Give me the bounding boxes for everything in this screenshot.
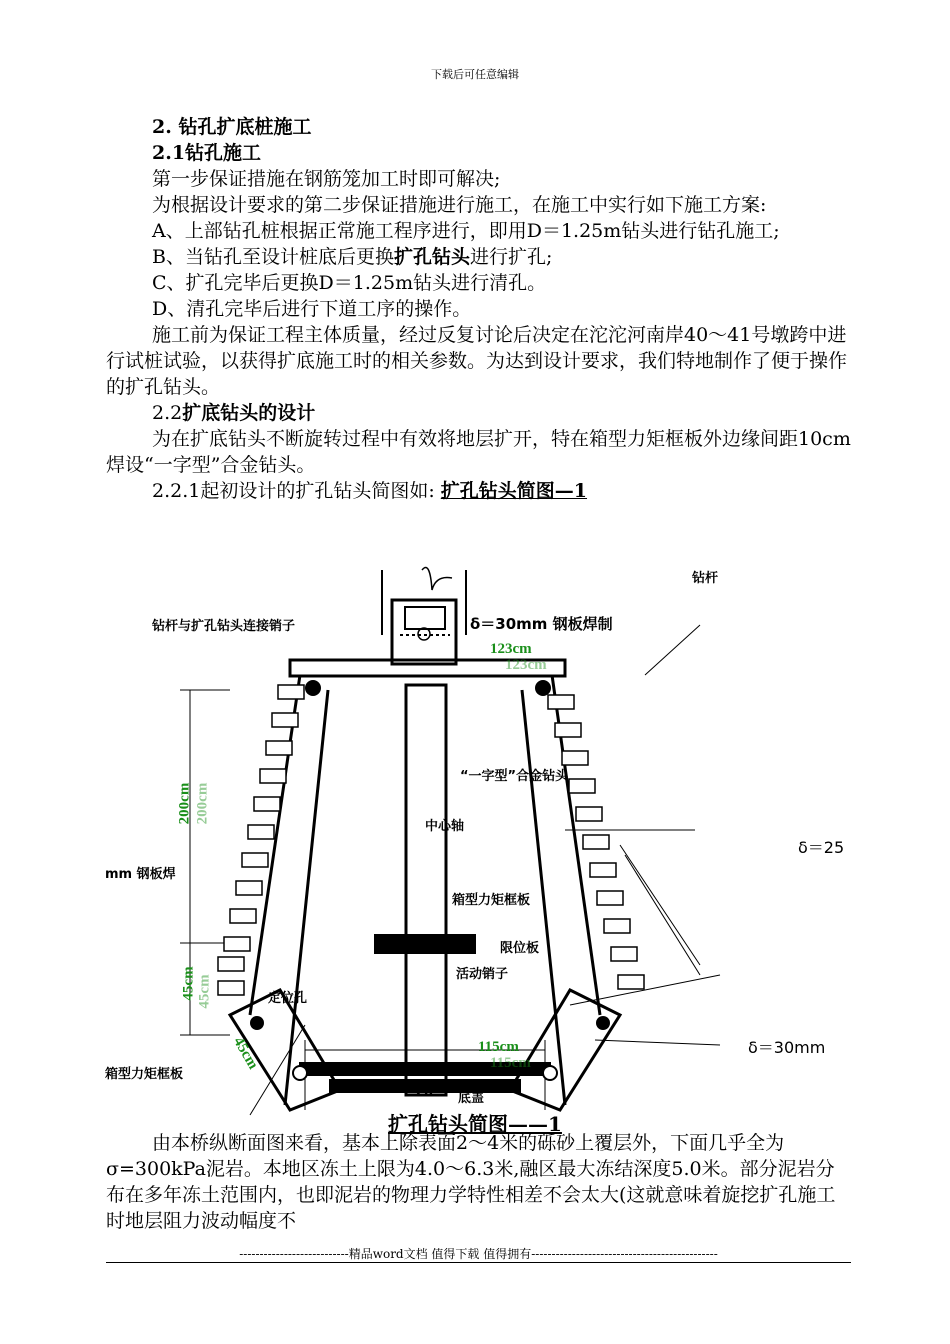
label-w123: 123cm <box>490 641 532 657</box>
label-h45b: 45cm <box>196 974 213 1009</box>
center-shaft <box>406 685 446 1095</box>
label-h45d: 45cm <box>230 1034 261 1073</box>
label-box-frame: 箱型力矩框板 <box>452 893 531 908</box>
paragraph-3: 施工前为保证工程主体质量，经过反复讨论后决定在沱沱河南岸40～41号墩跨中进行试桩试验，以获得扩底施工时的相关参数。为达到设计要求，我们特地制作了便于操作的扩孔钻头。 <box>106 324 848 398</box>
item-a: A、上部钻孔桩根据正常施工程序进行，即用D＝1.25m钻头进行钻孔施工; <box>152 220 780 242</box>
right-bolt <box>535 680 551 696</box>
label-shaft: 中心轴 <box>425 819 465 834</box>
drill-bit-diagram <box>100 545 860 1135</box>
figure-link[interactable]: 扩孔钻头简图—1 <box>440 480 588 502</box>
label-limit-plate: 限位板 <box>500 941 540 956</box>
item-c: C、扩孔完毕后更换D＝1.25m钻头进行清孔。 <box>152 272 547 294</box>
left-arm-bolt <box>250 1016 264 1030</box>
item-b: B、当钻孔至设计桩底后更换扩孔钻头进行扩孔; <box>152 246 553 268</box>
label-w115b: 115cm <box>490 1055 531 1071</box>
expand-bit-term: 扩孔钻头 <box>393 246 470 268</box>
connector-inner <box>405 607 445 629</box>
label-h200: 200cm <box>176 782 193 825</box>
label-h45: 45cm <box>180 966 197 1001</box>
subsection-2-2: 2.2扩底钻头的设计 <box>152 402 316 424</box>
label-d30: δ＝30mm <box>748 1038 826 1057</box>
right-arm-bolt <box>596 1016 610 1030</box>
connector-box <box>392 600 456 664</box>
label-plate30: δ＝30mm 钢板焊制 <box>470 615 613 633</box>
page-header: 下载后可任意编辑 <box>431 68 519 81</box>
label-d25: δ＝25 <box>798 838 845 857</box>
item-d: D、清孔完毕后进行下道工序的操作。 <box>152 298 472 320</box>
section-title: 2. 钻孔扩底桩施工 <box>152 116 312 138</box>
limit-plate <box>375 935 475 953</box>
label-pos-hole: 定位孔 <box>268 991 308 1006</box>
body-bottom <box>106 1130 851 1234</box>
subsection-2-1: 2.1钻孔施工 <box>152 142 262 164</box>
label-box-frame2: 箱型力矩框板 <box>105 1067 184 1082</box>
label-drill-rod: 钻杆 <box>692 571 719 586</box>
paragraph-2: 为根据设计要求的第二步保证措施进行施工，在施工中实行如下施工方案: <box>152 194 767 216</box>
label-w115: 115cm <box>478 1039 519 1055</box>
label-alloy: “一字型”合金钻头 <box>460 769 569 784</box>
paragraph-5: 2.2.1起初设计的扩孔钻头简图如: 扩孔钻头简图—1 <box>152 480 588 502</box>
page-footer: ---------------------------精品word文档 值得下载 值得拥有---------------------------------------------- <box>239 1247 718 1261</box>
footer-line <box>106 1262 851 1263</box>
label-n20: 20 <box>415 1085 434 1100</box>
figure-caption: 扩孔钻头简图——1 <box>388 1112 562 1136</box>
label-w123b: 123cm <box>505 657 547 673</box>
paragraph-1: 第一步保证措施在钢筋笼加工时即可解决; <box>152 168 501 190</box>
body-top <box>106 114 851 504</box>
label-bottom: 底盖 <box>458 1091 485 1106</box>
label-pin: 钻杆与扩孔钻头连接销子 <box>152 619 296 634</box>
label-plate-weld: mm 钢板焊 <box>105 867 176 882</box>
paragraph-6: 由本桥纵断面图来看，基本上除表面2～4米的砾砂上覆层外，下面几乎全为σ=300kPa泥岩。本地区冻土上限为4.0～6.3米,融区最大冻结深度5.0米。部分泥岩分布在多年冻土范围内，也即泥岩的物理力学特性相差不会太大(这就意味着旋挖扩孔施工时地层阻力波动幅度不 <box>106 1132 836 1232</box>
label-h200b: 200cm <box>194 782 211 825</box>
rod-break <box>422 568 452 591</box>
label-move-pin: 活动销子 <box>456 967 509 982</box>
left-bolt <box>305 680 321 696</box>
paragraph-4: 为在扩底钻头不断旋转过程中有效将地层扩开，特在箱型力矩框板外边缘间距10cm焊设“一字型”合金钻头。 <box>106 428 851 476</box>
